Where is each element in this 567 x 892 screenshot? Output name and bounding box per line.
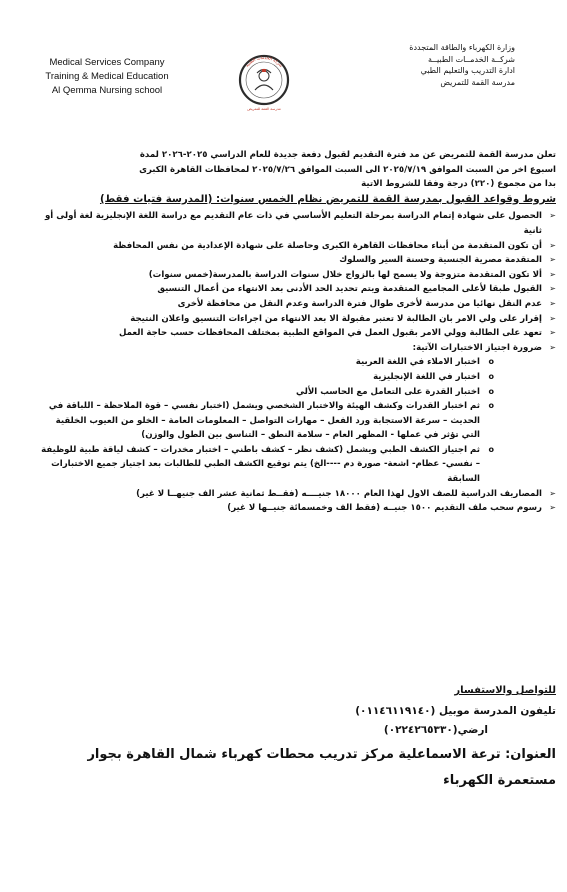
tests-list [38, 355, 556, 486]
circle-bullet-icon: o [488, 371, 494, 381]
arrow-bullet-icon: ➢ [549, 298, 556, 308]
contact-section [30, 685, 556, 792]
school-name-ar: مدرسة القمة للتمريض [440, 77, 515, 87]
arrow-bullet-icon: ➢ [549, 284, 556, 294]
school-name: Al Qemma Nursing school [51, 85, 163, 96]
test-item: o اختبار القدرة على التعامل مع الحاسب الألي [38, 385, 494, 400]
department-name: Training & Medical Education [45, 71, 169, 82]
arrow-bullet-icon: ➢ [549, 503, 556, 513]
arrow-bullet-icon: ➢ [549, 328, 556, 338]
school-logo [233, 46, 295, 114]
section-title: شروط وقواعد القبول بمدرسة القمة للتمريض نظام الخمس سنوات: (المدرسة فتيات فقط) [99, 193, 556, 205]
condition-item: ➢ ضرورة اجتياز الاختبارات الآتية: [38, 341, 556, 356]
arrow-bullet-icon: ➢ [549, 211, 556, 221]
circle-bullet-icon: o [488, 386, 494, 396]
fees-list [38, 487, 556, 516]
condition-item: ➢ الحصول على شهادة إتمام الدراسة بمرحلة التعليم الأساسي في ذات عام التقديم مع دراسة اللغة الإنجليزية لغة أولى أو ثانية [44, 211, 556, 236]
intro-paragraph [38, 148, 556, 192]
arrow-bullet-icon: ➢ [549, 255, 556, 265]
intro-line: تعلن مدرسة القمة للتمريض عن مد فترة التقديم لقبول دفعة جديدة للعام الدراسي ٢٠٢٥-٢٠٢٦ لمدة [139, 150, 556, 160]
condition-item: ➢ المتقدمة مصرية الجنسية وحسنة السير والسلوك [38, 253, 556, 268]
conditions-list [38, 209, 556, 355]
arrow-bullet-icon: ➢ [549, 240, 556, 250]
condition-item: ➢ تعهد على الطالبة وولي الامر بقبول العمل في المواقع الطبية بمختلف المحافظات حسب حاجة العمل [38, 326, 556, 341]
condition-item: ➢ إقرار على ولي الامر بان الطالبة لا تعتبر مقبولة الا بعد الانتهاء من اجراءات التنسيق واعلان النتيجة [38, 312, 556, 327]
department-name-ar: ادارة التدريب والتعليم الطبي [420, 66, 515, 75]
contact-title: للتواصل والاستفسار [454, 685, 556, 696]
ministry-name: وزارة الكهرباء والطاقة المتجددة [409, 43, 515, 52]
condition-item: ➢ القبول طبقا لأعلى المجاميع المتقدمة ويتم تحديد الحد الأدنى بعد الانتهاء من أعمال التنسيق [38, 282, 556, 297]
company-name: Medical Services Company [49, 57, 165, 68]
test-item: o اختبار الاملاء في اللغة العربية [38, 355, 494, 370]
mobile-phone: تليفون المدرسة موبيل (٠١١٤٦١١٩١٤٠) [355, 705, 556, 717]
condition-item: ➢ عدم النقل نهائيا من مدرسة لأخرى طوال فترة الدراسة وعدم النقل من محافظة لأخرى [38, 297, 556, 312]
letterhead [0, 40, 567, 120]
address-line: العنوان: ترعة الاسماعلية مركز تدريب محطات كهرباء شمال القاهرة بجوار [87, 747, 556, 762]
english-letterhead [22, 56, 192, 98]
arrow-bullet-icon: ➢ [549, 342, 556, 352]
arrow-bullet-icon: ➢ [549, 269, 556, 279]
arrow-bullet-icon: ➢ [549, 488, 556, 498]
announcement-body [38, 148, 556, 516]
address-line: مستعمرة الكهرباء [443, 773, 556, 788]
circle-bullet-icon: o [488, 357, 494, 367]
intro-line: اسبوع اخر من السبت الموافق ٢٠٢٥/٧/١٩ الى السبت الموافق ٢٠٢٥/٧/٢٦ لمحافظات القاهرة الكبرى [139, 164, 556, 175]
test-item: o ثم اجتياز الكشف الطبي ويشمل (كشف نظر – كشف باطني – اختبار مخدرات – كشف لياقة طبية للوظيفة – نفسي- عظام- اشعة- صورة دم ----الخ) يتم توقيع الكشف الطبي للطالبات بعد اجتياز جميع الاختبارات السابقة [41, 444, 494, 485]
condition-item: ➢ ألا تكون المتقدمة متزوجة ولا يسمح لها بالزواج خلال سنوات الدراسة بالمدرسة(خمس سنوات) [38, 268, 556, 283]
test-item: o ثم اختبار القدرات وكشف الهيئة والاختبار الشخصي ويشمل (اختبار نفسي – قوة الملاحظة – اللباقة في الحديث – سرعة الاستجابة ورد الفعل – مهارات التواصل – المعلومات العامة – الخلو من العيوب الخلقية التي تؤثر في عملها - المظهر العام – سلامة النطق – التناسق بين الطول والوزن) [48, 401, 494, 441]
circle-bullet-icon: o [488, 401, 494, 411]
circle-bullet-icon: o [488, 444, 494, 454]
test-item: o اختبار في اللغة الإنجليزية [38, 370, 494, 385]
fee-item: ➢ رسوم سحب ملف التقديم ١٥٠٠ جنيــه (فقط الف وخمسمائة جنيــها لا غير) [38, 501, 556, 516]
intro-line: بدا من مجموع (٢٢٠) درجة وفقا للشروط الاتية [361, 179, 556, 190]
fee-item: ➢ المصاريف الدراسية للصف الاول لهذا العام ١٨٠٠٠ جنيــــه (فقــط ثمانية عشر الف جنيهــا لا غير) [38, 487, 556, 502]
logo-arc-text: شركة الخدمات الطبية [244, 54, 284, 68]
arrow-bullet-icon: ➢ [549, 313, 556, 323]
landline-phone: ارضي(٠٢٢٤٢٦٥٣٣٠) [383, 724, 488, 736]
condition-item: ➢ أن تكون المتقدمة من أبناء محافظات القاهرة الكبرى وحاصلة على شهادة الإعدادية من نفس المحافظة [38, 239, 556, 254]
arabic-letterhead [345, 42, 515, 88]
logo-bottom-text: مدرسة القمة للتمريض [247, 107, 281, 111]
svg-text:شركة الخدمات الطبية [244, 55, 284, 68]
company-name-ar: شركــة الخدمــات الطبيــة [428, 54, 515, 64]
